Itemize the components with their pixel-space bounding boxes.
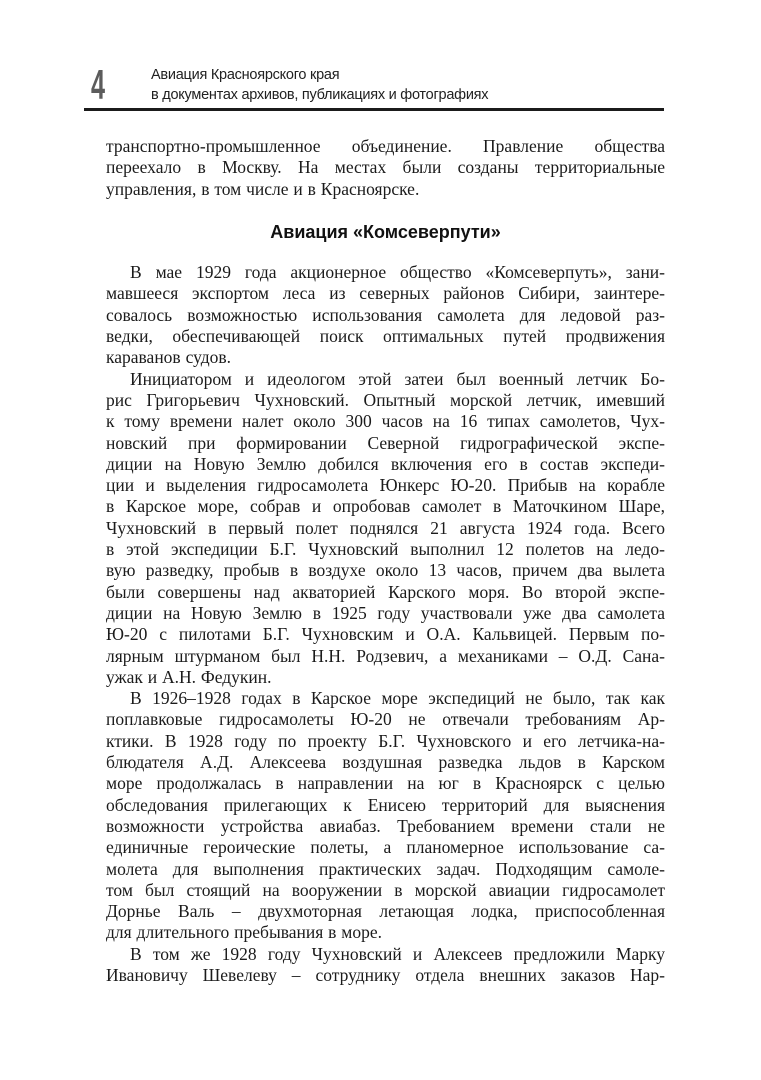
text-line: мавшееся экспортом леса из северных районов Сибири, заинтере- [106, 283, 665, 304]
text-line: Дорнье Валь – двухмоторная летающая лодка, приспособленная [106, 901, 665, 922]
paragraph [106, 262, 665, 368]
text-line: поплавковые гидросамолеты Ю-20 не отвечали требованиям Ар- [106, 709, 665, 730]
text-line: переехало в Москву. На местах были созданы территориальные [106, 157, 665, 178]
text-line: вую разведку, пробыв в воздухе около 13 часов, причем два вылета [106, 560, 665, 581]
text-line: Ю-20 с пилотами Б.Г. Чухновским и О.А. Кальвицей. Первым по- [106, 624, 665, 645]
text-line: обследования прилегающих к Енисею территорий для выяснения [106, 794, 665, 815]
text-line: совалось возможностью использования самолета для ледовой раз- [106, 304, 665, 325]
intro-paragraphs [106, 136, 665, 200]
text-line: диции на Новую Землю в 1925 году участвовали уже два самолета [106, 602, 665, 623]
text-line: Чухновский в первый полет поднялся 21 августа 1924 года. Всего [106, 517, 665, 538]
paragraph [106, 688, 665, 944]
text-line: новский при формировании Северной гидрографической экспе- [106, 432, 665, 453]
text-line: управления, в том числе и в Красноярске. [106, 178, 420, 199]
text-line: транспортно-промышленное объединение. Правление общества [106, 136, 665, 156]
text-line: В 1926–1928 годах в Карское море экспедиций не было, так как [130, 688, 665, 709]
paragraph [106, 136, 665, 200]
text-line: Инициатором и идеологом этой затеи был военный летчик Бо- [130, 368, 665, 389]
text-line: В мае 1929 года акционерное общество «Комсеверпуть», зани- [130, 262, 665, 283]
running-header-line1: Авиация Красноярского края [151, 67, 340, 83]
text-line: караванов судов. [106, 347, 232, 368]
text-line: том был стоящий на вооружении в морской авиации гидросамолет [106, 879, 665, 900]
page-number: 4 [91, 61, 106, 108]
text-line: единичные героические полеты, а планомерное использование са- [106, 837, 665, 858]
text-line: к тому времени налет около 300 часов на 16 типах самолетов, Чух- [106, 411, 665, 432]
section-paragraphs [106, 262, 665, 986]
text-line: море продолжалась в направлении на юг в Красноярск с целью [106, 773, 665, 794]
text-line: Ивановичу Шевелеву – сотруднику отдела внешних заказов Нар- [106, 964, 665, 985]
text-line: ции и выделения гидросамолета Юнкерс Ю-20. Прибыв на корабле [106, 475, 665, 496]
text-line: в этой экспедиции Б.Г. Чухновский выполнил 12 полетов на ледо- [106, 539, 665, 560]
text-line: диции на Новую Землю добился включения его в состав экспеди- [106, 453, 665, 474]
running-header-line2: в документах архивов, публикациях и фотографиях [151, 86, 489, 103]
paragraph [106, 944, 665, 987]
text-line: блюдателя А.Д. Алексеева воздушная разведка льдов в Карском [106, 752, 665, 773]
text-line: В том же 1928 году Чухновский и Алексеев предложили Марку [130, 943, 665, 964]
body-column [106, 136, 665, 986]
text-line: молета для выполнения практических задач. Подходящим самоле- [106, 858, 665, 879]
text-line: в Карское море, собрав и опробовав самолет в Маточкином Шаре, [106, 496, 665, 517]
text-line: ктики. В 1928 году по проекту Б.Г. Чухновского и его летчика-на- [106, 730, 665, 751]
text-line: для длительного пребывания в море. [106, 922, 383, 943]
text-line: ведки, обеспечивающей поиск оптимальных путей продвижения [106, 326, 665, 347]
section-heading: Авиация «Комсеверпути» [270, 221, 501, 242]
text-line: лярным штурманом был Н.Н. Родзевич, а механиками – О.Д. Сана- [106, 645, 665, 666]
text-line: были совершены над акваторией Карского моря. Во второй экспе- [106, 581, 665, 602]
text-line: возможности устройства авиабаз. Требованием времени стали не [106, 815, 665, 836]
text-line: ужак и А.Н. Федукин. [106, 666, 272, 687]
text-line: рис Григорьевич Чухновский. Опытный морской летчик, имевший [106, 389, 665, 410]
running-header [151, 66, 488, 105]
header-rule [84, 108, 664, 111]
paragraph [106, 369, 665, 688]
